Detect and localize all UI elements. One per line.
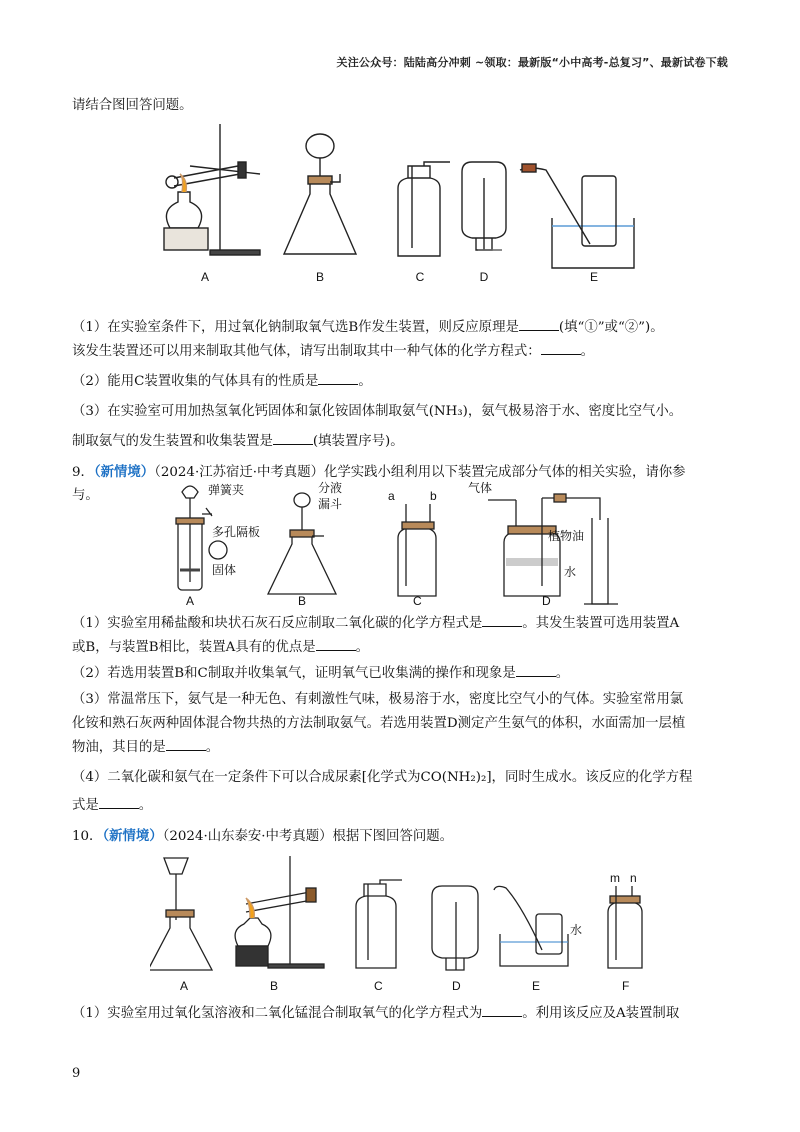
note-spring-clamp: 弹簧夹 (208, 483, 245, 497)
note-funnel2: 漏斗 (318, 497, 343, 511)
q9-line2: 或B，与装置B相比，装置A具有的优点是 。 (72, 640, 369, 655)
fig1-label-e: E (589, 270, 599, 284)
note-oil: 植物油 (548, 529, 585, 543)
q8-line1: （1）在实验室条件下，用过氧化钠制取氧气选B作发生装置，则反应原理是 (填“①”或“②”)。 (72, 320, 664, 335)
q8-line5: 制取氨气的发生装置和收集装置是 (填装置序号)。 (72, 434, 404, 449)
note-plate: 多孔隔板 (212, 525, 261, 539)
fig1-label-b: B (315, 270, 325, 284)
note-funnel1: 分液 (318, 481, 343, 495)
note-gas: 气体 (468, 481, 493, 495)
page-header: 关注公众号：陆陆高分冲刺 ~领取：最新版“小中高考-总复习”、最新试卷下载 (336, 56, 728, 69)
fig1-label-a: A (200, 270, 210, 284)
note-a: a (388, 489, 395, 503)
fig3-note-water: 水 (570, 923, 583, 937)
q9-line4: （3）常温常压下，氨气是一种无色、有刺激性气味，极易溶于水，密度比空气小的气体。实验室常用氯 (72, 692, 684, 707)
note-water: 水 (564, 565, 577, 579)
fig2-label-c: C (413, 594, 422, 608)
fig3-note-m: m (610, 871, 620, 885)
note-solid: 固体 (212, 563, 237, 577)
figure-3-apparatus (150, 850, 650, 1000)
fig1-label-c: C (415, 270, 425, 284)
fig3-label-d: D (452, 979, 461, 993)
q8-line2: 该发生装置还可以用来制取其他气体，请写出制取其中一种气体的化学方程式： 。 (72, 344, 595, 359)
q10-line1: （1）实验室用过氧化氢溶液和二氧化锰混合制取氧气的化学方程式为 。利用该反应及A装置制取 (72, 1006, 680, 1021)
q8-line4: （3）在实验室可用加热氢氧化钙固体和氯化铵固体制取氨气(NH₃)，氨气极易溶于水、密度比空气小。 (72, 404, 683, 419)
fig3-label-f: F (622, 979, 630, 993)
page-number: 9 (72, 1066, 81, 1081)
fig2-label-d: D (542, 594, 551, 608)
q9-line1: （1）实验室用稀盐酸和块状石灰石反应制取二氧化碳的化学方程式是 。其发生装置可选用装置A (72, 616, 680, 631)
fig2-label-a: A (186, 594, 195, 608)
intro-text: 请结合图回答问题。 (72, 98, 193, 113)
q8-line3: （2）能用C装置收集的气体具有的性质是 。 (72, 374, 372, 389)
q9-line5: 化铵和熟石灰两种固体混合物共热的方法制取氨气。若选用装置D测定产生氨气的体积，水面需加一层植 (72, 716, 686, 731)
note-b: b (430, 489, 437, 503)
figure-1-apparatus (150, 118, 650, 288)
q9-line8: 式是 。 (72, 798, 153, 813)
fig1-label-d: D (479, 270, 489, 284)
q10-heading: 10．（新情境）（2024·山东泰安·中考真题）根据下图回答问题。 (72, 828, 454, 844)
fig3-label-c: C (374, 979, 383, 993)
fig3-label-e: E (532, 979, 541, 993)
q9-line6: 物油，其目的是 。 (72, 740, 220, 755)
fig3-note-n: n (630, 871, 637, 885)
q9-heading-cont: 与。 (72, 488, 99, 503)
fig2-label-b: B (298, 594, 307, 608)
q9-heading: 9．（新情境）（2024·江苏宿迁·中考真题）化学实践小组利用以下装置完成部分气体的相关实验，请你参 (72, 464, 686, 480)
q9-line7: （4）二氧化碳和氨气在一定条件下可以合成尿素[化学式为CO(NH₂)₂]，同时生成水。该反应的化学方程 (72, 770, 693, 785)
figure-2-apparatus (168, 478, 638, 610)
q9-line3: （2）若选用装置B和C制取并收集氧气，证明氧气已收集满的操作和现象是 。 (72, 666, 570, 681)
fig3-label-a: A (180, 979, 189, 993)
fig3-label-b: B (270, 979, 279, 993)
